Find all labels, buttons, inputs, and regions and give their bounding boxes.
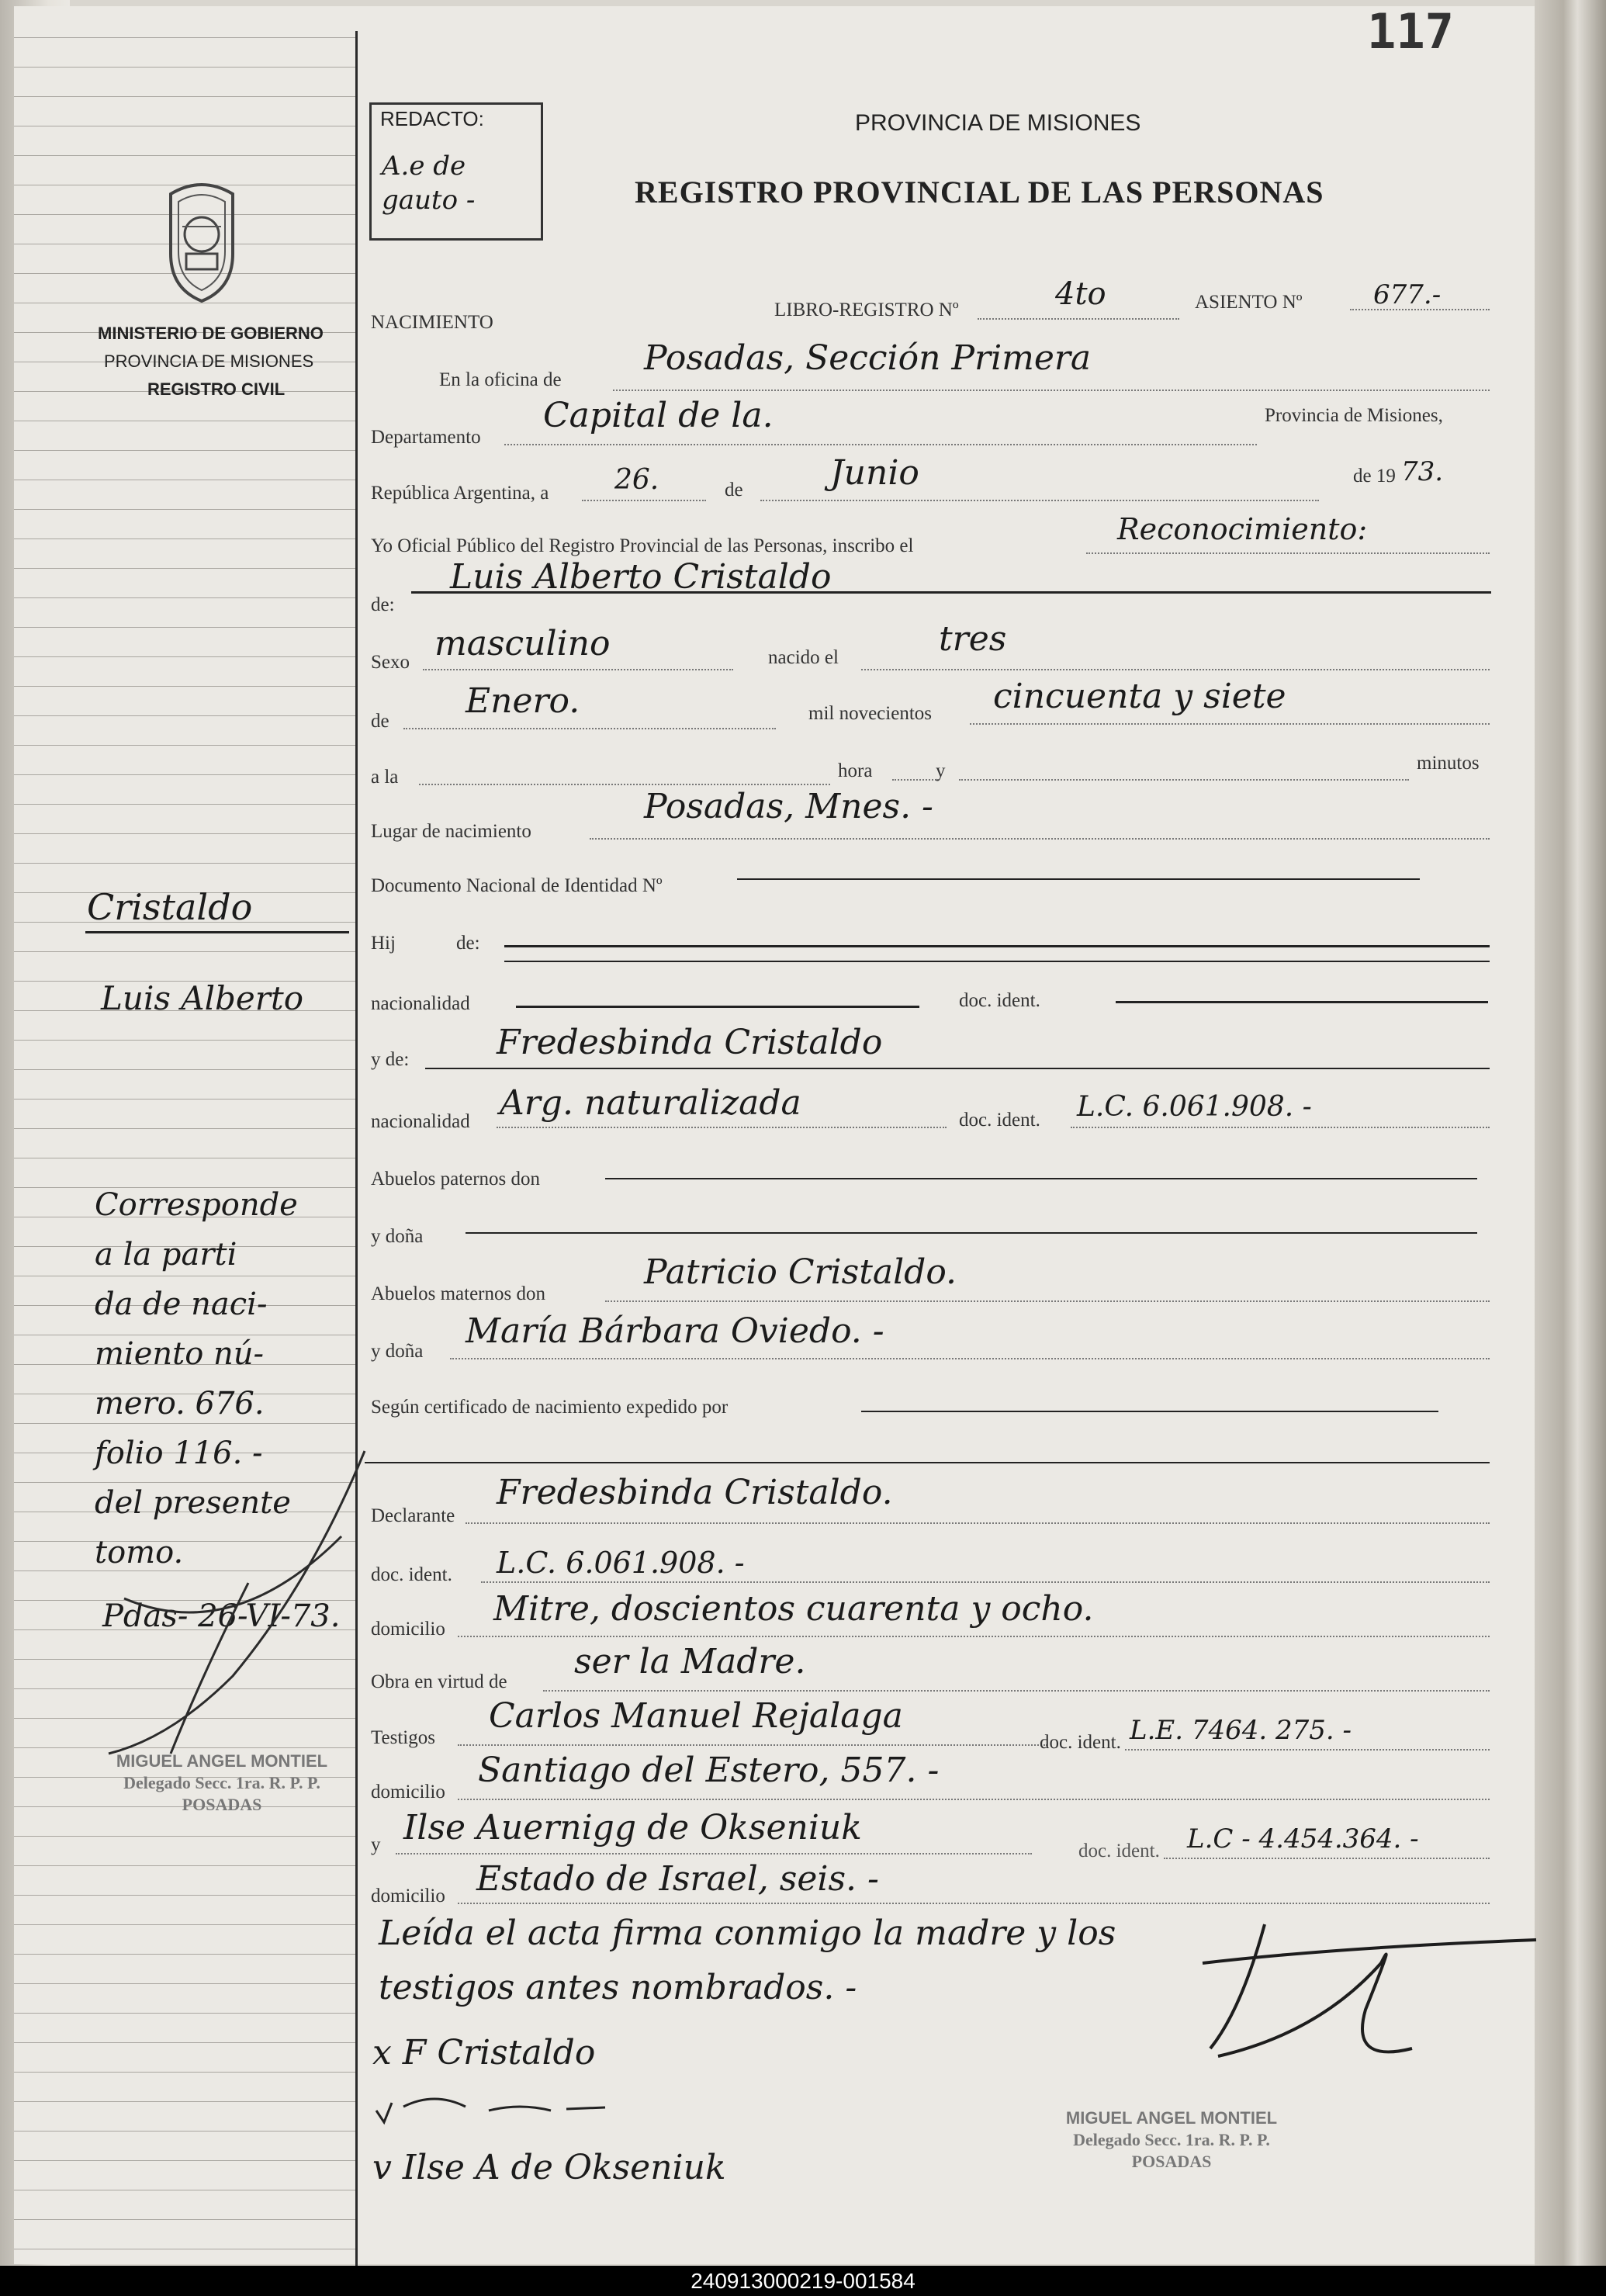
testigo1-doc: L.E. 7464. 275. - (1130, 1715, 1352, 1746)
de-year-label: de 19 (1353, 466, 1396, 487)
yde-label: y de: (371, 1049, 410, 1070)
abuelos-maternos-label: Abuelos maternos don (371, 1283, 545, 1304)
margin-note-line: mero. 676. (95, 1386, 265, 1422)
margin-rule (14, 509, 355, 510)
margin-rule (14, 2131, 355, 2132)
lugar-value: Posadas, Mnes. - (644, 787, 933, 826)
margin-rule (14, 2219, 355, 2220)
testigos-label: Testigos (371, 1727, 435, 1748)
ministry-line2: PROVINCIA DE MISIONES (104, 351, 314, 371)
mother-name: Fredesbinda Cristaldo (497, 1023, 883, 1062)
stamp2-line1: MIGUEL ANGEL MONTIEL (1065, 2108, 1278, 2128)
ala-label: a la (371, 767, 399, 788)
stamp2-line3: POSADAS (1131, 2152, 1212, 2171)
margin-rule (14, 1423, 355, 1424)
margin-rule (14, 155, 355, 156)
day-value: 26. (614, 464, 659, 496)
signature-2 (372, 2087, 636, 2134)
margin-rule (14, 833, 355, 834)
sexo-value: masculino (434, 624, 611, 663)
margin-note-line: del presente (95, 1485, 291, 1521)
obra-label: Obra en virtud de (371, 1671, 507, 1692)
official-signature (1009, 1917, 1552, 2095)
declarante-label: Declarante (371, 1505, 455, 1526)
margin-given-name: Luis Alberto (101, 979, 304, 1017)
margin-rule (14, 715, 355, 716)
nacido-value: tres (939, 619, 1007, 659)
lugar-label: Lugar de nacimiento (371, 821, 531, 842)
margin-rule (14, 951, 355, 952)
margin-rule (14, 1895, 355, 1896)
obra-value: ser la Madre. (574, 1642, 806, 1681)
margin-rule (14, 627, 355, 628)
domicilio-label-3: domicilio (371, 1886, 445, 1906)
margin-rule (14, 1069, 355, 1070)
declarante-value: Fredesbinda Cristaldo. (497, 1473, 893, 1512)
ministry-line1: MINISTERIO DE GOBIERNO (98, 324, 324, 343)
ydona-label-1: y doña (371, 1226, 424, 1247)
margin-rule (14, 1836, 355, 1837)
inscribo-value: Reconocimiento: (1117, 512, 1368, 546)
declarante-doc: L.C. 6.061.908. - (497, 1546, 745, 1580)
margin-note-line: a la parti (95, 1237, 237, 1273)
sexo-label: Sexo (371, 652, 410, 673)
domicilio-label-2: domicilio (371, 1782, 445, 1803)
redacto-label: REDACTO: (380, 107, 484, 130)
signature-1: x F Cristaldo (372, 2033, 596, 2073)
testigo2-domicilio: Estado de Israel, seis. - (476, 1859, 879, 1899)
margin-rule (14, 450, 355, 451)
coat-of-arms-icon (159, 180, 244, 304)
margin-rule (14, 2013, 355, 2014)
margin-rule (14, 568, 355, 569)
margin-surname: Cristaldo (87, 886, 253, 928)
margin-date: Pdas- 26-VI-73. (102, 1598, 341, 1634)
margin-divider (355, 31, 358, 2266)
docident-label-2: doc. ident. (959, 1110, 1040, 1131)
provincia-label: Provincia de Misiones, (1265, 405, 1443, 426)
libro-label: LIBRO-REGISTRO Nº (774, 300, 959, 320)
nacido-label: nacido el (768, 647, 839, 668)
margin-rule (14, 1099, 355, 1100)
testigo1-domicilio: Santiago del Estero, 557. - (478, 1751, 940, 1790)
asiento-value: 677.- (1373, 279, 1442, 310)
margin-rule (14, 37, 355, 38)
margin-note-line: miento nú- (95, 1336, 265, 1372)
page-number: 117 (1367, 3, 1454, 60)
person-name: Luis Alberto Cristaldo (450, 557, 832, 597)
margin-signature (78, 1443, 372, 1769)
signature-3: v Ilse A de Okseniuk (372, 2148, 726, 2187)
docident-label-1: doc. ident. (959, 990, 1040, 1011)
margin-rule (14, 656, 355, 657)
de-label-3: de: (456, 933, 480, 954)
margin-rule (14, 2160, 355, 2161)
mother-nationality: Arg. naturalizada (500, 1083, 801, 1123)
margin-rule (14, 863, 355, 864)
asiento-label: ASIENTO Nº (1195, 292, 1303, 313)
nacionalidad-label-1: nacionalidad (371, 993, 470, 1014)
margin-rule (14, 597, 355, 598)
margin-rule (14, 1954, 355, 1955)
margin-rule (14, 804, 355, 805)
nacimiento-label: NACIMIENTO (371, 312, 493, 333)
margin-rule (14, 745, 355, 746)
ministry-line3: REGISTRO CIVIL (147, 379, 286, 399)
footer-id: 240913000219-001584 (0, 2266, 1606, 2296)
abuelos-paternos-label: Abuelos paternos don (371, 1169, 541, 1190)
month-value: Junio (830, 453, 919, 493)
oficina-value: Posadas, Sección Primera (644, 338, 1092, 378)
mother-doc: L.C. 6.061.908. - (1077, 1091, 1312, 1123)
mil-label: mil novecientos (808, 703, 932, 724)
margin-note-line: da de naci- (95, 1287, 268, 1322)
birth-month-value: Enero. (466, 681, 580, 721)
margin-rule (14, 96, 355, 97)
abuela-materna: María Bárbara Oviedo. - (466, 1311, 884, 1351)
de-label-1: de (725, 480, 743, 500)
de-label-name: de: (371, 594, 395, 615)
margin-note-line: tomo. (95, 1535, 184, 1570)
departamento-label: Departamento (371, 427, 481, 448)
segun-label: Según certificado de nacimiento expedido por (371, 1397, 729, 1418)
hora-label: hora (838, 760, 873, 781)
margin-rule (14, 686, 355, 687)
birth-year-value: cincuenta y siete (993, 677, 1286, 716)
margin-rule (14, 2072, 355, 2073)
stamp2-line2: Delegado Secc. 1ra. R. P. P. (1073, 2130, 1270, 2149)
nacionalidad-label-2: nacionalidad (371, 1111, 470, 1132)
closing-line-2: testigos antes nombrados. - (379, 1968, 857, 2007)
closing-line-1: Leída el acta firma conmigo la madre y los (379, 1913, 1116, 1953)
margin-note-line: Corresponde (95, 1187, 298, 1223)
libro-value: 4to (1055, 276, 1106, 312)
margin-rule (14, 1865, 355, 1866)
docident-label-5: doc. ident. (1078, 1841, 1160, 1861)
year-value: 73. (1401, 456, 1444, 487)
margin-rule (14, 774, 355, 775)
margin-rule (14, 1983, 355, 1984)
oficina-label: En la oficina de (439, 369, 562, 390)
oficial-label: Yo Oficial Público del Registro Provincial de las Personas, inscribo el (371, 535, 914, 556)
stamp1-line2: Delegado Secc. 1ra. R. P. P. (123, 1773, 320, 1792)
hij-label: Hij (371, 933, 396, 954)
official-stamp-bottom (1016, 2107, 1327, 2173)
margin-rule (14, 1924, 355, 1925)
de-label-2: de (371, 711, 389, 732)
ydona-label-2: y doña (371, 1341, 424, 1362)
testigo1-name: Carlos Manuel Rejalaga (489, 1696, 903, 1736)
departamento-value: Capital de la. (543, 396, 774, 435)
margin-rule (14, 1040, 355, 1041)
margin-rule (14, 67, 355, 68)
docident-label-3: doc. ident. (371, 1564, 452, 1585)
stamp1-line1: MIGUEL ANGEL MONTIEL (116, 1751, 328, 1771)
republica-label: República Argentina, a (371, 483, 549, 504)
dni-label: Documento Nacional de Identidad Nº (371, 875, 663, 896)
registry-title: REGISTRO PROVINCIAL DE LAS PERSONAS (635, 175, 1324, 210)
abuelo-materno: Patricio Cristaldo. (644, 1252, 957, 1292)
stamp1-line3: POSADAS (182, 1795, 262, 1814)
domicilio-label-1: domicilio (371, 1619, 445, 1640)
redacto-value: A.e de gauto - (382, 151, 476, 216)
margin-rule (14, 1128, 355, 1129)
province-title: PROVINCIA DE MISIONES (855, 110, 1141, 136)
y-label-testigo: y (371, 1834, 381, 1855)
margin-rule (14, 2042, 355, 2043)
minutos-label: minutos (1417, 753, 1480, 774)
margin-rule (14, 2101, 355, 2102)
margin-note-line: folio 116. - (95, 1435, 263, 1471)
y-label-hora: y (936, 760, 946, 781)
testigo2-name: Ilse Auernigg de Okseniuk (403, 1808, 862, 1848)
docident-label-4: doc. ident. (1040, 1732, 1121, 1753)
testigo2-doc: L.C - 4.454.364. - (1187, 1823, 1419, 1854)
domicilio-value-1: Mitre, doscientos cuarenta y ocho. (493, 1589, 1094, 1629)
